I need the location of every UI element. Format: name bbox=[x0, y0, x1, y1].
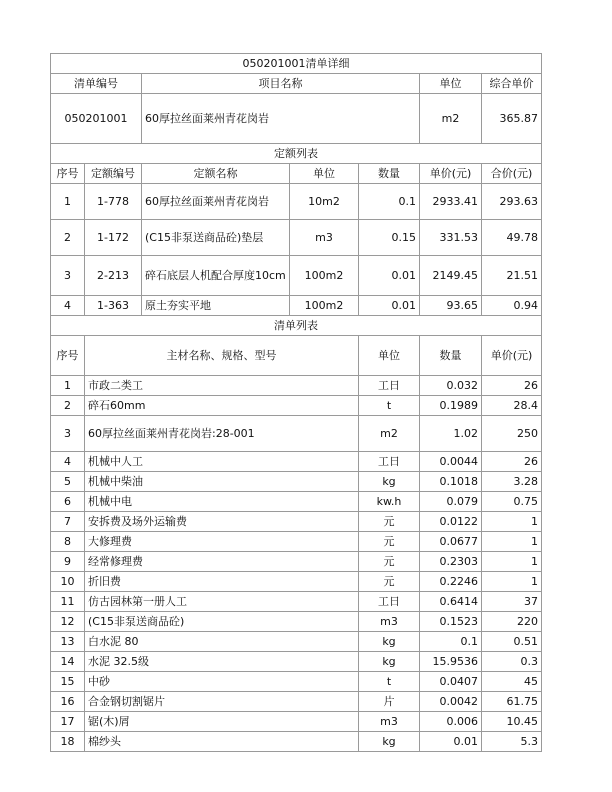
material-name: 白水泥 80 bbox=[85, 632, 359, 652]
quota-price: 93.65 bbox=[420, 296, 482, 316]
material-idx: 12 bbox=[51, 612, 85, 632]
material-price-header: 单价(元) bbox=[482, 336, 542, 376]
material-price: 28.4 bbox=[482, 396, 542, 416]
material-price: 1 bbox=[482, 512, 542, 532]
material-name: 合金钢切割锯片 bbox=[85, 692, 359, 712]
material-name: 机械中人工 bbox=[85, 452, 359, 472]
quota-section-row bbox=[51, 144, 542, 164]
material-qty: 0.1 bbox=[420, 632, 482, 652]
material-price: 3.28 bbox=[482, 472, 542, 492]
quota-unit: 100m2 bbox=[290, 296, 359, 316]
material-unit: 工日 bbox=[359, 376, 420, 396]
material-idx: 10 bbox=[51, 572, 85, 592]
material-idx: 3 bbox=[51, 416, 85, 452]
material-qty: 0.1018 bbox=[420, 472, 482, 492]
material-idx: 6 bbox=[51, 492, 85, 512]
bill-name: 60厚拉丝面莱州青花岗岩 bbox=[142, 94, 420, 144]
quota-idx-header: 序号 bbox=[51, 164, 85, 184]
quota-unit: 10m2 bbox=[290, 184, 359, 220]
material-row bbox=[51, 532, 542, 552]
material-name: 机械中柴油 bbox=[85, 472, 359, 492]
material-unit-header: 单位 bbox=[359, 336, 420, 376]
material-idx: 16 bbox=[51, 692, 85, 712]
material-row bbox=[51, 692, 542, 712]
material-qty: 0.0677 bbox=[420, 532, 482, 552]
material-unit: kw.h bbox=[359, 492, 420, 512]
bill-code: 050201001 bbox=[51, 94, 142, 144]
material-price: 220 bbox=[482, 612, 542, 632]
quota-qty: 0.01 bbox=[359, 256, 420, 296]
material-row bbox=[51, 492, 542, 512]
material-row bbox=[51, 592, 542, 612]
material-price: 0.51 bbox=[482, 632, 542, 652]
material-unit: 元 bbox=[359, 532, 420, 552]
bill-code-header: 清单编号 bbox=[51, 74, 142, 94]
material-idx: 8 bbox=[51, 532, 85, 552]
material-row bbox=[51, 672, 542, 692]
material-unit: m3 bbox=[359, 612, 420, 632]
material-qty: 0.2303 bbox=[420, 552, 482, 572]
material-qty: 0.0044 bbox=[420, 452, 482, 472]
quota-unit-header: 单位 bbox=[290, 164, 359, 184]
material-name: 棉纱头 bbox=[85, 732, 359, 752]
material-idx: 4 bbox=[51, 452, 85, 472]
quota-code-header: 定额编号 bbox=[85, 164, 142, 184]
material-row bbox=[51, 632, 542, 652]
quota-code: 1-778 bbox=[85, 184, 142, 220]
quota-name: (C15非泵送商品砼)垫层 bbox=[142, 220, 290, 256]
quota-idx: 3 bbox=[51, 256, 85, 296]
material-price: 37 bbox=[482, 592, 542, 612]
quota-total: 293.63 bbox=[482, 184, 542, 220]
quota-total: 49.78 bbox=[482, 220, 542, 256]
material-name: 安拆费及场外运输费 bbox=[85, 512, 359, 532]
quota-code: 1-363 bbox=[85, 296, 142, 316]
bill-row bbox=[51, 94, 542, 144]
quota-price-header: 单价(元) bbox=[420, 164, 482, 184]
material-unit: 工日 bbox=[359, 452, 420, 472]
material-price: 250 bbox=[482, 416, 542, 452]
material-unit: m3 bbox=[359, 712, 420, 732]
material-name: 市政二类工 bbox=[85, 376, 359, 396]
material-name: 经常修理费 bbox=[85, 552, 359, 572]
quota-total: 0.94 bbox=[482, 296, 542, 316]
quota-row bbox=[51, 256, 542, 296]
quota-total-header: 合价(元) bbox=[482, 164, 542, 184]
quota-idx: 2 bbox=[51, 220, 85, 256]
material-price: 5.3 bbox=[482, 732, 542, 752]
quota-code: 2-213 bbox=[85, 256, 142, 296]
material-idx-header: 序号 bbox=[51, 336, 85, 376]
material-name: 水泥 32.5级 bbox=[85, 652, 359, 672]
sheet-title: 050201001清单详细 bbox=[51, 54, 542, 74]
material-row bbox=[51, 572, 542, 592]
material-qty: 15.9536 bbox=[420, 652, 482, 672]
material-name: 锯(木)屑 bbox=[85, 712, 359, 732]
material-name: (C15非泵送商品砼) bbox=[85, 612, 359, 632]
quota-row bbox=[51, 220, 542, 256]
material-row bbox=[51, 552, 542, 572]
material-qty: 0.1523 bbox=[420, 612, 482, 632]
material-qty: 0.2246 bbox=[420, 572, 482, 592]
material-price: 10.45 bbox=[482, 712, 542, 732]
material-idx: 1 bbox=[51, 376, 85, 396]
material-name-header: 主材名称、规格、型号 bbox=[85, 336, 359, 376]
bill-price: 365.87 bbox=[482, 94, 542, 144]
material-row bbox=[51, 512, 542, 532]
quota-unit: m3 bbox=[290, 220, 359, 256]
material-name: 折旧费 bbox=[85, 572, 359, 592]
bill-price-header: 综合单价 bbox=[482, 74, 542, 94]
material-price: 0.3 bbox=[482, 652, 542, 672]
material-row bbox=[51, 652, 542, 672]
quota-price: 331.53 bbox=[420, 220, 482, 256]
material-unit: m2 bbox=[359, 416, 420, 452]
material-price: 61.75 bbox=[482, 692, 542, 712]
material-unit: 元 bbox=[359, 552, 420, 572]
material-idx: 14 bbox=[51, 652, 85, 672]
material-idx: 13 bbox=[51, 632, 85, 652]
material-row bbox=[51, 712, 542, 732]
quota-unit: 100m2 bbox=[290, 256, 359, 296]
quota-code: 1-172 bbox=[85, 220, 142, 256]
material-qty: 1.02 bbox=[420, 416, 482, 452]
material-name: 机械中电 bbox=[85, 492, 359, 512]
quota-qty: 0.01 bbox=[359, 296, 420, 316]
quota-section-title: 定额列表 bbox=[51, 144, 542, 164]
material-idx: 7 bbox=[51, 512, 85, 532]
quota-qty: 0.15 bbox=[359, 220, 420, 256]
material-unit: kg bbox=[359, 632, 420, 652]
material-row bbox=[51, 732, 542, 752]
material-row bbox=[51, 376, 542, 396]
material-list bbox=[51, 376, 542, 752]
material-price: 1 bbox=[482, 532, 542, 552]
bill-detail-table bbox=[50, 53, 542, 752]
material-name: 碎石60mm bbox=[85, 396, 359, 416]
material-name: 仿古园林第一册人工 bbox=[85, 592, 359, 612]
material-unit: 元 bbox=[359, 512, 420, 532]
material-row bbox=[51, 612, 542, 632]
material-price: 1 bbox=[482, 552, 542, 572]
material-unit: kg bbox=[359, 732, 420, 752]
quota-idx: 4 bbox=[51, 296, 85, 316]
material-row bbox=[51, 396, 542, 416]
material-idx: 17 bbox=[51, 712, 85, 732]
material-idx: 15 bbox=[51, 672, 85, 692]
quota-idx: 1 bbox=[51, 184, 85, 220]
material-unit: 工日 bbox=[359, 592, 420, 612]
material-name: 中砂 bbox=[85, 672, 359, 692]
material-qty-header: 数量 bbox=[420, 336, 482, 376]
material-unit: t bbox=[359, 672, 420, 692]
material-idx: 5 bbox=[51, 472, 85, 492]
quota-price: 2149.45 bbox=[420, 256, 482, 296]
quota-qty-header: 数量 bbox=[359, 164, 420, 184]
material-header-row bbox=[51, 336, 542, 376]
material-price: 0.75 bbox=[482, 492, 542, 512]
material-qty: 0.006 bbox=[420, 712, 482, 732]
material-price: 1 bbox=[482, 572, 542, 592]
material-section-title: 清单列表 bbox=[51, 316, 542, 336]
quota-qty: 0.1 bbox=[359, 184, 420, 220]
quota-row bbox=[51, 184, 542, 220]
material-row bbox=[51, 452, 542, 472]
material-name: 60厚拉丝面莱州青花岗岩:28-001 bbox=[85, 416, 359, 452]
material-price: 45 bbox=[482, 672, 542, 692]
quota-name: 碎石底层人机配合厚度10cm bbox=[142, 256, 290, 296]
quota-name: 原土夯实平地 bbox=[142, 296, 290, 316]
material-row bbox=[51, 416, 542, 452]
title-row bbox=[51, 54, 542, 74]
bill-header-row bbox=[51, 74, 542, 94]
material-unit: 元 bbox=[359, 572, 420, 592]
material-section-row bbox=[51, 316, 542, 336]
quota-total: 21.51 bbox=[482, 256, 542, 296]
material-unit: t bbox=[359, 396, 420, 416]
material-qty: 0.032 bbox=[420, 376, 482, 396]
material-qty: 0.0407 bbox=[420, 672, 482, 692]
material-idx: 9 bbox=[51, 552, 85, 572]
material-idx: 18 bbox=[51, 732, 85, 752]
material-unit: kg bbox=[359, 472, 420, 492]
quota-header-row bbox=[51, 164, 542, 184]
material-idx: 11 bbox=[51, 592, 85, 612]
material-price: 26 bbox=[482, 452, 542, 472]
material-qty: 0.6414 bbox=[420, 592, 482, 612]
material-unit: 片 bbox=[359, 692, 420, 712]
bill-unit-header: 单位 bbox=[420, 74, 482, 94]
quota-row bbox=[51, 296, 542, 316]
material-price: 26 bbox=[482, 376, 542, 396]
material-unit: kg bbox=[359, 652, 420, 672]
bill-name-header: 项目名称 bbox=[142, 74, 420, 94]
material-name: 大修理费 bbox=[85, 532, 359, 552]
material-qty: 0.079 bbox=[420, 492, 482, 512]
material-idx: 2 bbox=[51, 396, 85, 416]
material-qty: 0.0122 bbox=[420, 512, 482, 532]
material-row bbox=[51, 472, 542, 492]
quota-price: 2933.41 bbox=[420, 184, 482, 220]
material-qty: 0.0042 bbox=[420, 692, 482, 712]
material-qty: 0.01 bbox=[420, 732, 482, 752]
quota-name: 60厚拉丝面莱州青花岗岩 bbox=[142, 184, 290, 220]
bill-unit: m2 bbox=[420, 94, 482, 144]
material-qty: 0.1989 bbox=[420, 396, 482, 416]
quota-name-header: 定额名称 bbox=[142, 164, 290, 184]
